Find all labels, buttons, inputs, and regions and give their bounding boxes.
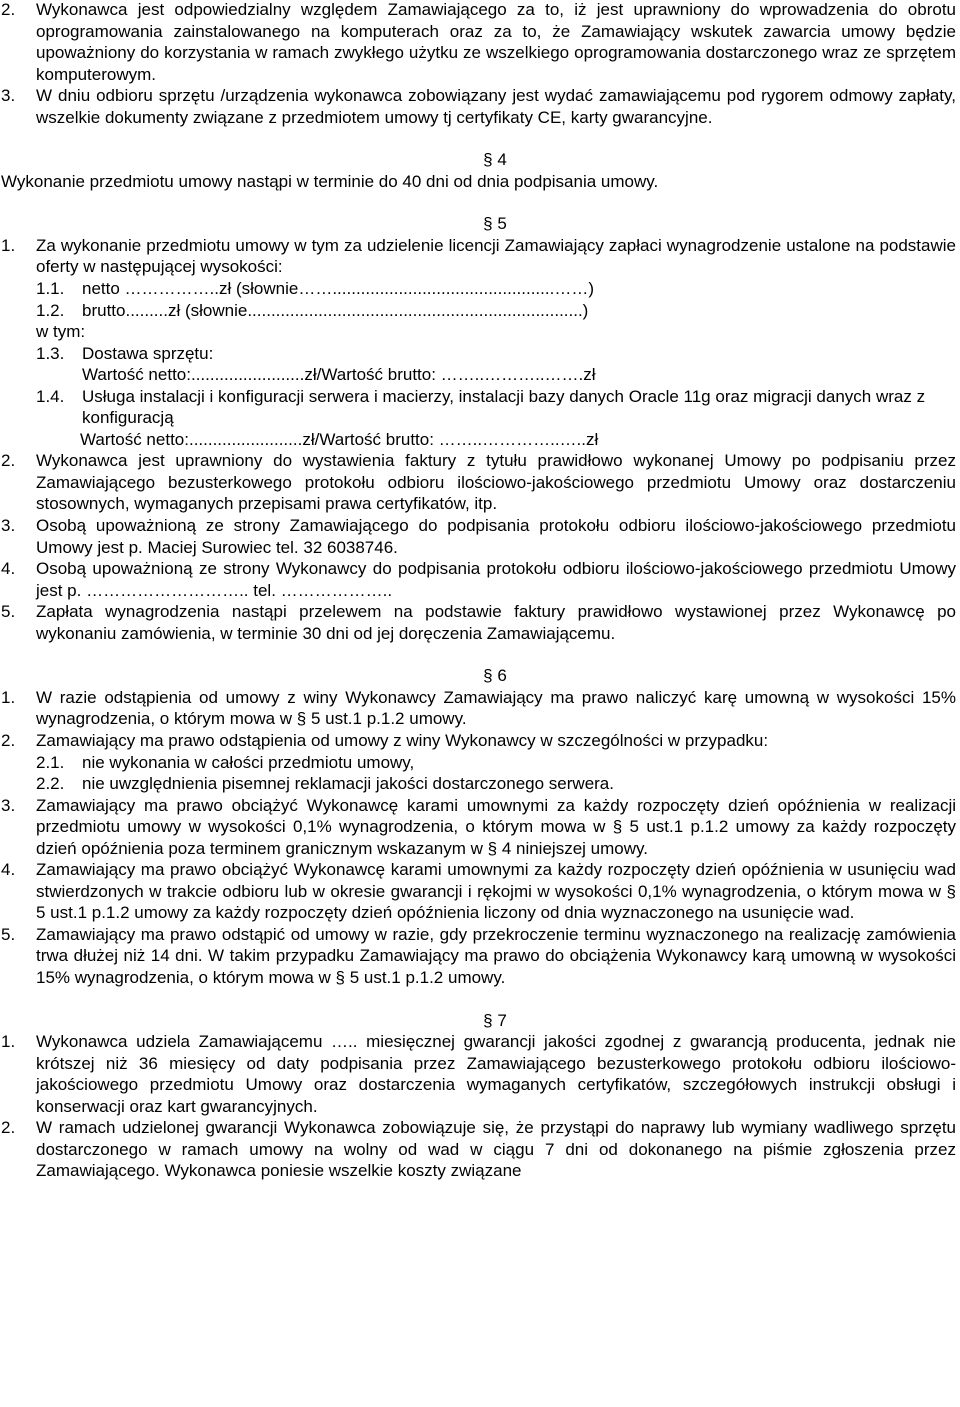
paragraph-s5-2 [0,450,960,515]
section-heading-5: § 5 [483,214,507,234]
sub-number: 1.1. [36,279,65,299]
paragraph-s6-5 [0,924,960,989]
paragraph-s7-1 [0,1031,960,1117]
line-s5-1-3 [0,343,960,365]
line-s5-1-4 [0,386,960,429]
paragraph-number: 2. [1,0,16,19]
sub-text: Usługa instalacji i konfiguracji serwera i macierzy, instalacji bazy danych Oracle 11g oraz migracji danych wraz z konfiguracją [82,386,926,428]
paragraph-text: Zamawiający ma prawo obciążyć Wykonawcę karami umownymi za każdy rozpoczęty dzień opóźnienia w usunięciu wad stwierdzonych w trakcie odbioru lub w okresie gwarancji i rękojmi w wysokości 0,1% wynagrodzenia, o którym mowa w § 5 ust.1 p.1.2 umowy za każdy rozpoczęty dzień opóźnienia liczony od dnia wyznaczonego na usunięcie wad. [36,860,956,923]
section-heading-6: § 6 [483,666,507,686]
paragraph-text: Wykonawca udziela Zamawiającemu ….. miesięcznej gwarancji jakości zgodnej z gwarancją producenta, jednak nie krótszej niż 36 miesięcy od daty podpisania przez Zamawiającego bezusterkowego protokołu odbioru ilościowo-jakościowego przedmiotu Umowy oraz dostarczenia wymaganych certyfikatów, szczegółowych instrukcji obsługi i konserwacji oraz kart gwarancyjnych. [36,1032,956,1116]
section-heading-4: § 4 [483,150,507,170]
paragraph-text: Wykonawca jest uprawniony do wystawienia faktury z tytułu prawidłowo wykonanej Umowy po podpisaniu przez Zamawiającego bezusterkowego protokołu odbioru ilościowo-jakościowego przedmiotu Umowy oraz dostarczeniu stosownych, wymaganych przepisami prawa certyfikatów, itp. [36,451,956,514]
paragraph-s3-3 [0,85,960,128]
paragraph-number: 4. [1,860,16,880]
sub-text: nie wykonania w całości przedmiotu umowy, [82,752,415,772]
sub-text: brutto.........zł (słownie.......................................................................) [82,300,589,320]
paragraph-number: 3. [1,86,16,106]
sub-text: nie uwzględnienia pisemnej reklamacji jakości dostarczonego serwera. [82,774,614,794]
paragraph-text: Osobą upoważnioną ze strony Wykonawcy do podpisania protokołu odbioru ilościowo-jakościowego przedmiotu Umowy jest p. ……………………….. tel. ……………….. [36,559,956,600]
sub-number: 2.2. [36,774,65,794]
paragraph-s6-1 [0,687,960,730]
paragraph-s5-5 [0,601,960,644]
paragraph-number: 1. [1,687,16,707]
sub-number: 2.1. [36,752,65,772]
paragraph-text: Zamawiający ma prawo obciążyć Wykonawcę karami umownymi za każdy rozpoczęty dzień opóźnienia w realizacji przedmiotu umowy w wysokości 0,1% wynagrodzenia, o którym mowa w § 5 ust.1 p.1.2 umowy za każdy rozpoczęty dzień opóźnienia poza terminem granicznym wskazanym w § 4 niniejszej umowy. [36,795,956,858]
sub-text: Dostawa sprzętu: [82,343,214,363]
line-s5-1-4-values: Wartość netto:........................zł/Wartość brutto: ……..…………..…..zł [80,429,599,449]
paragraph-text: Za wykonanie przedmiotu umowy w tym za udzielenie licencji Zamawiający zapłaci wynagrodzenie ustalone na podstawie oferty w następującej wysokości: [36,235,956,277]
sub-number: 1.2. [36,300,65,320]
paragraph-number: 2. [1,1118,16,1138]
paragraph-s6-3 [0,795,960,860]
paragraph-s5-3 [0,515,960,558]
paragraph-text: Osobą upoważnioną ze strony Zamawiającego do podpisania protokołu odbioru ilościowo-jakościowego przedmiotu Umowy jest p. Maciej Surowiec tel. 32 6038746. [36,516,956,557]
line-s5-1-3-values: Wartość netto:........................zł/Wartość brutto: ……..………..…….zł [82,365,596,385]
paragraph-number: 1. [1,235,16,255]
sub-text: netto ……………..zł (słownie……...............................................……) [82,279,594,299]
paragraph-text: Zapłata wynagrodzenia nastąpi przelewem na podstawie faktury prawidłowo wystawionej przez Wykonawcę po wykonaniu zamówienia, w terminie 30 dni od jej doręczenia Zamawiającemu. [36,602,956,643]
line-s5-1-1 [0,278,960,300]
paragraph-text: Zamawiający ma prawo odstąpienia od umowy z winy Wykonawcy w szczególności w przypadku: [36,730,769,750]
section-heading-7: § 7 [483,1010,507,1030]
line-w-tym: w tym: [36,322,86,342]
paragraph-number: 5. [1,924,16,944]
line-s5-1-2 [0,300,960,322]
sub-number: 1.3. [36,343,65,363]
paragraph-s3-2 [0,0,960,85]
paragraph-s5-1 [0,235,960,278]
paragraph-number: 2. [1,451,16,471]
sub-number: 1.4. [36,386,65,406]
paragraph-number: 3. [1,516,16,536]
paragraph-text: Wykonawca jest odpowiedzialny względem Zamawiającego za to, iż jest uprawniony do wprowadzenia do obrotu oprogramowania zainstalowanego na komputerach oraz za to, że Zamawiający wskutek zawarcia umowy będzie upoważniony do korzystania w ramach zwykłego użytku ze wszelkiego oprogramowania dostarczonego wraz ze sprzętem komputerowym. [36,0,956,84]
paragraph-text: Zamawiający ma prawo odstąpić od umowy w razie, gdy przekroczenie terminu wyznaczonego na realizację zamówienia trwa dłużej niż 14 dni. W takim przypadku Zamawiający ma prawo do obciążenia Wykonawcy karą umowną w wysokości 15% wynagrodzenia, o którym mowa w § 5 ust.1 p.1.2 umowy. [36,924,956,987]
paragraph-text: W razie odstąpienia od umowy z winy Wykonawcy Zamawiający ma prawo naliczyć karę umowną w wysokości 15% wynagrodzenia, o którym mowa w § 5 ust.1 p.1.2 umowy. [36,687,956,729]
paragraph-number: 4. [1,559,16,579]
paragraph-number: 2. [1,730,16,750]
line-s6-2-2 [0,773,960,795]
section-4-text: Wykonanie przedmiotu umowy nastąpi w terminie do 40 dni od dnia podpisania umowy. [1,171,659,191]
line-s6-2-1 [0,752,960,774]
paragraph-text: W dniu odbioru sprzętu /urządzenia wykonawca zobowiązany jest wydać zamawiającemu pod rygorem odmowy zapłaty, wszelkie dokumenty związane z przedmiotem umowy tj certyfikaty CE, karty gwarancyjne. [36,86,956,127]
paragraph-s5-4 [0,558,960,601]
paragraph-s6-2 [0,730,960,752]
paragraph-s6-4 [0,859,960,924]
paragraph-s7-2 [0,1117,960,1182]
paragraph-number: 5. [1,602,16,622]
paragraph-number: 1. [1,1032,16,1052]
paragraph-number: 3. [1,795,16,815]
paragraph-text: W ramach udzielonej gwarancji Wykonawca zobowiązuje się, że przystąpi do naprawy lub wymiany wadliwego sprzętu dostarczonego w ramach umowy na wolny od wad w ciągu 7 dni od dokonanego na piśmie zgłoszenia przez Zamawiającego. Wykonawca poniesie wszelkie koszty związane [36,1118,956,1181]
